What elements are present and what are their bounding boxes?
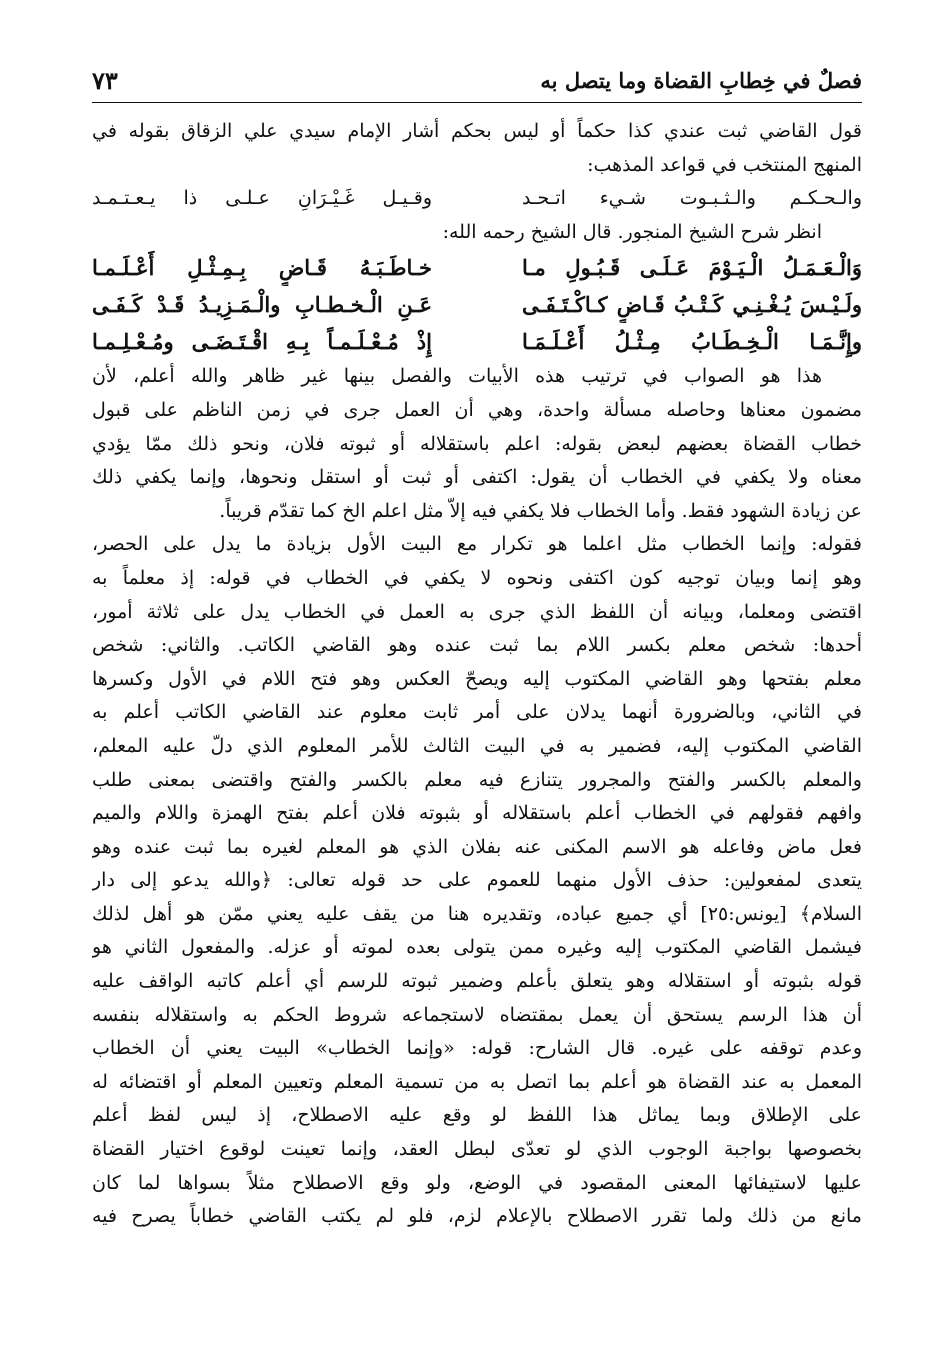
commentary-line: مانع من ذلك ولما تقرر الاصطلاح بالإعلام لزم، فلو لم يكتب القاضي خطاباً يصرح فيه	[92, 1205, 862, 1228]
commentary-line: أحدها: شخص معلم بكسر اللام بما ثبت عنده وهو القاضي الكاتب. والثاني: شخص	[92, 634, 862, 657]
poem-second-hemistich: عَـنِ الْـخـطـابِ والْـمَـزِيـدُ قَـدْ كَـفَـى	[92, 292, 432, 318]
commentary-line: خطاب القضاة بعضهم لبعض بقوله: اعلم باستقلاله أو ثبوته فلان، ونحو ذلك ممّا يؤدي	[92, 432, 862, 455]
poem-second-hemistich: خـاطَـبَـهُ قَـاضٍ بِـمِـثْـلِ أَعْـلَـمـا	[92, 255, 432, 281]
text-line: انظر شرح الشيخ المنجور. قال الشيخ رحمه الله:	[442, 220, 822, 243]
commentary-line: القاضي المكتوب إليه، فضمير به في البيت الثالث للأمر المعلوم الذي دلّ عليه المعلم،	[92, 734, 862, 757]
poem-line	[92, 286, 862, 323]
poem-first-hemistich: وَالْـعَـمَـلُ الْـيَـوْمَ عَـلَـى قَـبُـولِ مـا	[522, 255, 862, 281]
page-header	[92, 66, 862, 103]
commentary-line: مضمون معناها وحاصله مسألة واحدة، وهي أن العمل جرى في زمن الناظم على قبول	[92, 398, 862, 421]
commentary-line: بخصوصها بواجبة الوجوب الذي لو تعدّى لبطل العقد، وإنما تعينت لوقوع اختيار القضاة	[92, 1138, 862, 1161]
poem-line	[92, 323, 862, 360]
text-line: قول القاضي ثبت عندي كذا حكماً أو ليس بحكم أشار الإمام سيدي علي الزقاق بقوله في	[92, 120, 862, 142]
page-body	[92, 115, 862, 1234]
commentary-line: وافهم فقولهم في الخطاب أعلم باستقلاله أو بثبوته فلان أعلم بفتح الهمزة واللام والميم	[92, 802, 862, 825]
commentary-line: المعمل به عند القضاة هو أعلم بما اتصل به من تسمية المعلم وتعيين المعلم أو اقتضائه له	[92, 1070, 862, 1093]
poem-first-hemistich: وإِنَّـمَـا الْـخِـطَـابُ مِـثْـلُ أَعْـلَـمَـا	[522, 329, 862, 355]
commentary-line: فعل ماض وفاعله هو الاسم المكنى عنه بفلان الذي هو المعلم لغيره بما ثبت عنده وهو	[92, 835, 862, 858]
page-number: ٧٣	[92, 66, 118, 95]
commentary-line: معناه ولا يكفي في الخطاب أن يقول: اكتفى أو ثبت أو استقل ونحوها، وإنما يكفي ذلك	[92, 466, 862, 489]
commentary-line: قوله بثبوته أو استقلاله وهو يتعلق بأعلم وضمير ثبوته للرسم أي أعلم كاتبه الواقف عليه	[92, 970, 862, 993]
commentary-line: وهو إنما وبيان توجيه كون اكتفى ونحوه لا يكفي في الخطاب في قوله: إذ معلماً به	[92, 566, 862, 589]
running-title: فصلٌ في خِطابِ القضاة وما يتصل به	[540, 68, 862, 93]
commentary-line: فيشمل القاضي المكتوب إليه وغيره ممن يتولى بعده لموته أو عزله. والمفعول الثاني هو	[92, 936, 862, 959]
commentary-line: يتعدى لمفعولين: حذف الأول منهما للعموم على حد قوله تعالى: ﴿والله يدعو إلى دار	[92, 869, 862, 892]
text-line: المنهج المنتخب في قواعد المذهب:	[587, 153, 862, 176]
commentary-line: عن زيادة الشهود فقط. وأما الخطاب فلا يكفي فيه إلاّ مثل اعلم الخ كما تقدّم قريباً.	[219, 499, 862, 522]
poem-first-hemistich: ولَـيْـسَ يُـغْـنِـي كَـتْـبُ قَـاضٍ كـاكْـتَـفَـى	[522, 292, 862, 318]
commentary-line: معلم بفتحها وهو القاضي المكتوب إليه ويصحّ العكس وهو فتح اللام في الأول وكسرها	[92, 667, 862, 690]
poem-second-hemistich: إِذْ مُـعْـلَـمـاً بِـهِ اقْـتَـضَـى ومُـعْـلِـمـا	[92, 329, 432, 355]
commentary-block	[92, 360, 862, 1233]
commentary-line: عليها لاستيفائها المعنى المقصود في الوضع، ولو وقع الاصطلاح مثلاً بسواها لما كان	[92, 1171, 862, 1194]
verse-first-hemistich: والـحـكـم والـثـبـوت شـيء اتـحـد	[522, 187, 862, 210]
commentary-line: والمعلم بالكسر والفتح والمجرور يتنازع فيه معلم بالكسر والفتح واقتضى بمعنى طلب	[92, 768, 862, 791]
commentary-line: السلام﴾ [يونس:٢٥] أي جميع عباده، وتقديره هنا من يقف عليه يعني ممّن هو أهل لذلك	[92, 902, 862, 925]
commentary-line: هذا هو الصواب في ترتيب هذه الأبيات والفصل بينها غير ظاهر والله أعلم، لأن	[92, 365, 822, 388]
verse-second-hemistich: وقـيـل غَـيْـرَانِ عـلـى ذا يـعـتـمـد	[92, 187, 432, 210]
commentary-line: أن هذا الرسم يستحق أن يعمل بمقتضاه لاستجماعه شروط الحكم به واستقلاله بنفسه	[92, 1003, 862, 1026]
verse-line	[92, 182, 862, 216]
book-page	[92, 66, 862, 1234]
poem-line	[92, 249, 862, 286]
commentary-line: فقوله: وإنما الخطاب مثل اعلما هو تكرار مع البيت الأول بزيادة ما يدل على الحصر،	[92, 533, 862, 556]
commentary-line: على الإطلاق وبما يماثل هذا اللفظ لو وقع عليه الاصطلاح، إذ ليس لفظ أعلم	[92, 1104, 862, 1127]
commentary-line: في الثاني، وبالضرورة أنهما يدلان على أمر ثابت معلوم عند القاضي الكاتب أعلم به	[92, 701, 862, 724]
commentary-line: اقتضى ومعلما، وبيانه أن اللفظ الذي جرى به العمل في الخطاب يدل على ثلاثة أمور،	[92, 600, 862, 623]
commentary-line: وعدم توقفه على غيره. قال الشارح: قوله: «وإنما الخطاب» البيت يعني أن الخطاب	[92, 1037, 862, 1060]
